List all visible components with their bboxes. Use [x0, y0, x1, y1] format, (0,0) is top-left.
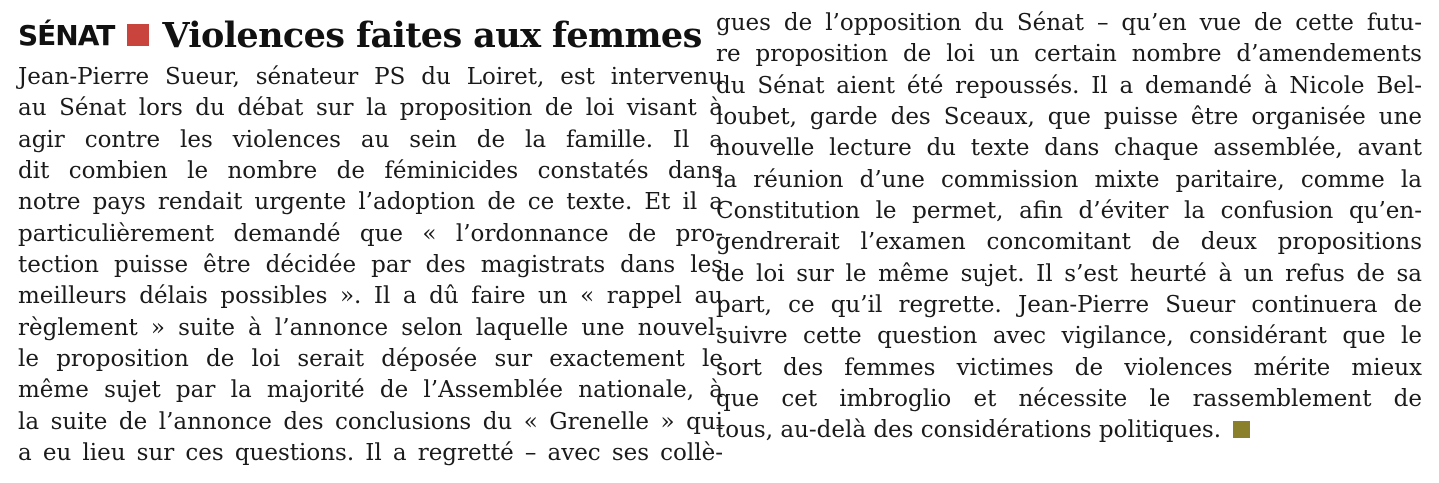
body-line: gues de l’opposition du Sénat – qu’en vue de cette futu- — [716, 10, 1422, 36]
body-line: la suite de l’annonce des conclusions du « Grenelle » qui — [18, 408, 723, 435]
body-line: sort des femmes victimes de violences mérite mieux — [716, 354, 1422, 381]
body-line-text: tous, au-delà des considérations politiques. — [716, 417, 1222, 444]
body-line: meilleurs délais possibles ». Il a dû faire un « rappel au — [18, 283, 723, 310]
left-column — [18, 8, 723, 469]
body-line: a eu lieu sur ces questions. Il a regretté – avec ses collè- — [18, 440, 723, 467]
body-line: du Sénat aient été repoussés. Il a demandé à Nicole Bel- — [716, 72, 1422, 99]
body-line: suivre cette question avec vigilance, considérant que le — [716, 323, 1422, 350]
body-line: particulièrement demandé que « l’ordonnance de pro- — [18, 220, 723, 247]
body-line: tection puisse être décidée par des magistrats dans les — [18, 252, 723, 279]
body-line: gendrerait l’examen concomitant de deux propositions — [716, 229, 1422, 256]
section-kicker: SÉNAT — [18, 18, 115, 52]
body-line: la réunion d’une commission mixte paritaire, comme la — [716, 166, 1422, 193]
body-line-last — [716, 415, 1422, 446]
body-line: règlement » suite à l’annonce selon laquelle une nouvel- — [18, 314, 723, 341]
body-line: même sujet par la majorité de l’Assemblée nationale, à — [18, 377, 723, 404]
article-title: Violences faites aux femmes — [162, 14, 702, 56]
body-line: re proposition de loi un certain nombre d’amendements — [716, 41, 1422, 68]
body-line: Constitution le permet, afin d’éviter la confusion qu’en- — [716, 198, 1422, 225]
body-line: notre pays rendait urgente l’adoption de ce texte. Et il a — [18, 189, 723, 216]
body-line: de loi sur le même sujet. Il s’est heurté à un refus de sa — [716, 260, 1422, 287]
red-square-icon — [127, 24, 149, 46]
left-body — [18, 62, 723, 469]
end-square-icon — [1233, 421, 1250, 438]
body-line: Jean-Pierre Sueur, sénateur PS du Loiret, est intervenu — [18, 64, 723, 90]
body-line: loubet, garde des Sceaux, que puisse être organisée une — [716, 104, 1422, 131]
right-column — [716, 8, 1422, 447]
body-line: que cet imbroglio et nécessite le rassemblement de — [716, 386, 1422, 413]
body-line: au Sénat lors du débat sur la proposition de loi visant à — [18, 95, 723, 122]
body-line: dit combien le nombre de féminicides constatés dans — [18, 158, 723, 185]
body-line: le proposition de loi serait déposée sur exactement le — [18, 346, 723, 373]
article-header — [18, 8, 723, 62]
body-line: nouvelle lecture du texte dans chaque assemblée, avant — [716, 135, 1422, 162]
body-line: agir contre les violences au sein de la famille. Il a — [18, 126, 723, 153]
body-line: part, ce qu’il regrette. Jean-Pierre Sueur continuera de — [716, 292, 1422, 319]
